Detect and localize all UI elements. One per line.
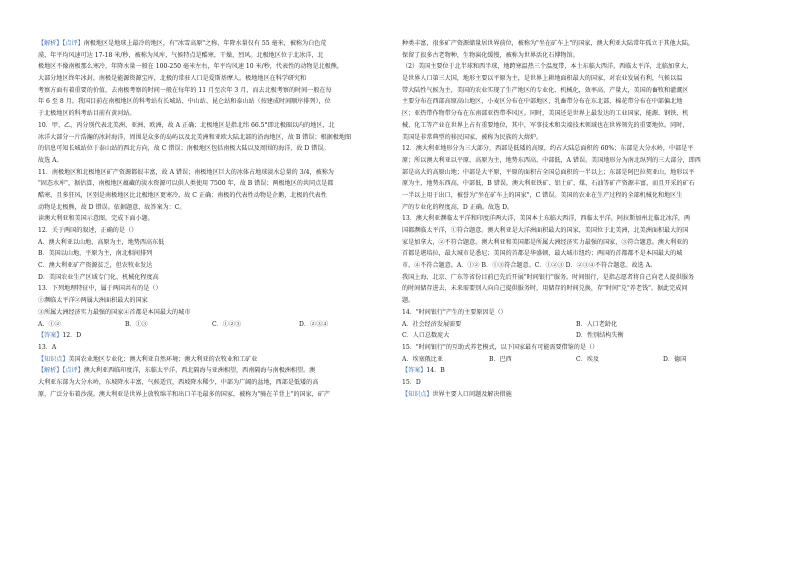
right-column: [402, 38, 750, 400]
option-item: D．德国: [663, 355, 687, 363]
text-line: 故选 A。: [38, 156, 63, 164]
text-line: 械、化工等产业在世界上占有重要地位，其中，军事技术和尖端技术领域也在世界领先的重要地位。同时，: [402, 121, 689, 129]
option-item: D．②③④: [299, 320, 329, 328]
option-item: A．埃塞俄比亚: [402, 355, 443, 363]
text-line: 美国是非常典型的移民国家，被称为民族的大熔炉。: [402, 133, 543, 141]
text-line: 的信息可知长城站位于泰山站的西北方向，故 C 错误；南极地区包括南极大陆以及周围的海洋，故 D 错误。: [38, 145, 330, 153]
text-line: 首都是堪培拉，最大城市是悉尼；美国的首都是华盛顿，最大城市纽约；两国的首都都不是本国最大的城: [402, 250, 683, 258]
option-item: A．①②: [38, 320, 61, 328]
section-tag: 【解析】【点评】: [38, 40, 84, 47]
text-line: 原为主，地势东西高，中部低，B 错误。澳大利亚铁矿、铝土矿、煤、石油等矿产资源丰富，而且开采的矿石: [402, 180, 695, 188]
option-row: [402, 319, 750, 331]
text-line: A．澳大利亚以山地、高原为主，地势西高东低: [38, 238, 165, 246]
text-line: 国都濒临太平洋，①符合题意。澳大利亚是大洋洲面积最大的国家，美国位于北美洲，北美洲面积最大的国: [402, 227, 689, 234]
text-line: 冰洋大部分一片浩瀚的冰封海洋，周围是众多的岛屿以及北美洲和亚欧大陆北部的沿海地区，故 B 错误；根据极地图: [38, 133, 352, 141]
option-row: [402, 330, 750, 342]
option-row: [38, 319, 386, 331]
text-line: 于北极地区的科考站目前有黄河站。: [38, 110, 136, 118]
text-line: 14．"时间银行"产生的主要原因是（）: [402, 308, 507, 316]
text-line: 原，广泛分布着沙漠。澳大利亚是世界上放牧绵羊和出口羊毛最多的国家，被称为"骑在羊背上"的国家，矿产: [38, 390, 331, 398]
text-line: 漠，年平均风速可达 17-18 米/秒，被称为风库，气候特点是酷寒，干燥，烈风。北极地区位于北冰洋，北: [38, 51, 324, 59]
text-line: 13．A: [38, 343, 57, 351]
text-line: （2）美国主要位于北半球和西半球，地跨寒温热三个温度带，本土东临大西洋，西临太平洋，北临加拿大，: [402, 63, 693, 71]
text-line: 带大陆性气候为主，美国的农业实现了生产地区的专业化、机械化，效率高，产量大，美国的畜牧和灌溉区: [402, 86, 689, 94]
text-line: 的时间储存进去，未来需要别人向自己提供服务时，用储存的时间兑换，存"时间"兑"养老钱"。据此完成问: [402, 285, 688, 293]
text-line: 13．下列地理特征中，属于两国共有的是（）: [38, 285, 162, 293]
text-line: 题。: [402, 297, 415, 305]
section-tag: 【答案】: [38, 332, 63, 340]
text-line: 11．南极地区和北极地区矿产资源都很丰富，故 A 错误；南极地区巨大的冰体占地球淡水总量的 3/4，被称为: [38, 168, 334, 176]
text-line: 主要分布在西部高原高山地区，小麦区分布在中部地区，乳畜带分布在东北部，棉花带分布在中部偏北地: [402, 98, 683, 106]
text-line: 年 6 至 8 月。我国目前在南极地区的科考站有长城站、中山站、昆仑站和泰山站（按建成时间顺序排列），位: [38, 98, 331, 106]
text-line: 10．甲、乙、丙分别代表北美洲、亚洲、欧洲，故 A 正确；北极地区是指北纬 66.5°即北极圈以内的地区，北: [38, 121, 335, 129]
text-line: 部是高大的高原山地；中部是大平原，平原的面积占全国总面积的一半以上；东部是阿巴拉契亚山，地形以平: [402, 168, 695, 176]
text-line: ③所属大洲经济实力最强的国家④首都是本国最大的城市: [38, 308, 191, 316]
section-tag: 【知识点】: [38, 355, 69, 363]
text-line: 大利亚东部为大分水岭，东坡降水丰富，气候适宜，西坡降水稀少，中部为广阔的盆地，西部是低矮的高: [38, 378, 319, 386]
text-line: 15．"时间银行"的互助式养老模式，以下国家最有可能需要借鉴的是（）: [402, 343, 599, 351]
text-line: B．美国以山地、平原为主，南北相间排列: [38, 250, 153, 258]
option-item: C．人口总数庞大: [402, 332, 450, 340]
text-line: 【知识点】世界主要人口问题及解决措施: [402, 390, 512, 398]
option-item: D．性别结构失衡: [576, 332, 624, 340]
section-tag: 【解析】【点评】: [38, 367, 84, 375]
text-line: 酷寒，且多狂风，区别是南极地区比北极地区更寒冷，故 C 正确；南极的代表性动物是企鹅，北极的代表性: [38, 191, 327, 199]
text-line: C．澳大利亚矿产资源贫乏，但农牧业发达: [38, 262, 153, 270]
option-item: A．社会经济发展需要: [402, 320, 462, 328]
text-line: 12．澳大利亚地形分为三大部分，西部是低矮的高原，约占大陆总面积的 60%；东部是大分水岭，中部是平: [402, 145, 694, 153]
text-line: 原；所以澳大利亚以平原、高原为主，地势东西高、中部低，A 错误。美国地形分为南北纵列的三大部分，即西: [402, 156, 701, 164]
text-line: ①濒临太平洋②两属大洲面积最大的国家: [38, 297, 148, 305]
text-line: "固态水库"，据估算，南极地区蕴藏的淡水资源可以供人类使用 7500 年，故 B 错误；两极地区的共同点是都: [38, 180, 334, 188]
text-line: 【答案】14．B: [402, 367, 445, 375]
text-line: 读澳大利亚和美国示意图，完成下面小题。: [38, 215, 154, 223]
text-line: 13．澳大利亚濒临太平洋和印度洋两大洋，美国本土东临大西洋，西临太平洋，阿拉斯加州北临北冰洋，两: [402, 215, 691, 223]
text-line: 考察方面有着重要的价值，去南极考察的时间一般在每年的 11 月至次年 3 月，而去北极考察的时间一般在每: [38, 86, 332, 94]
text-line: 大部分地区终年冰封，南极是能源资源宝库，北极的常驻人口是爱斯基摩人。极地地区在科学研究和: [38, 75, 307, 83]
text-line: D．美国农业生产区域专门化、机械化程度高: [38, 273, 159, 281]
text-line: 区；亚热带作物带分布在东南部亚热带季风区。同时，美国还是世界上最发达的工业国家，能源、钢铁、机: [402, 110, 689, 118]
text-line: 保留了很多古老物种，生物演化缓慢，被称为世界活化石博物馆。: [402, 51, 579, 59]
text-line: 【解析】【点评】澳大利亚西临印度洋，东临太平洋，西北隔海与亚洲相望，西南隔海与南极洲相望。澳: [38, 367, 316, 375]
text-line: 我国上海、北京、广东等省份目前已先后开展"时间银行"服务。时间银行，是指志愿者将自己向老人提供服务: [402, 273, 695, 281]
text-line: 一半以上用于出口，被誉为"坐在矿车上的国家"，C 错误。美国的农业在生产过程的全部机械化和地区生: [402, 191, 683, 199]
option-item: B．人口老龄化: [576, 320, 618, 328]
text-line: 【答案】12．D: [38, 332, 82, 340]
text-line: 种类丰富，很多矿产资源储量居世界前位，被称为"坐在矿车上"的国家，澳大利亚大陆常年孤立于其他大陆，: [402, 40, 695, 47]
text-line: 动物是北极熊，故 D 错误。依据题意，故答案为：C。: [38, 203, 186, 211]
text-line: 家是加拿大，②不符合题意。澳大利亚和美国都是所属大洲经济实力最强的国家，③符合题意。澳大利亚的: [402, 238, 689, 246]
left-column: [38, 38, 386, 400]
text-line: 是世界人口第三大国，地形主要以平原为主，是世界上耕地面积最大的国家，对农业发展有利，气候以温: [402, 75, 683, 83]
section-tag: 【答案】: [402, 367, 427, 375]
text-line: 【知识点】美国农业地区专业化；澳大利亚自然环境；澳大利亚的农牧业和工矿业: [38, 355, 258, 363]
option-item: B．巴西: [489, 355, 512, 363]
option-item: B．①③: [125, 320, 148, 328]
option-item: C．埃及: [576, 355, 599, 363]
text-line: 15．D: [402, 378, 421, 386]
text-line: 极地区不像南极那么寒冷，年降水量一般在 100-250 毫米左右，年平均风速 10 米/秒，代表性的动物是北极熊，: [38, 63, 343, 71]
option-row: [402, 354, 750, 366]
section-tag: 【知识点】: [402, 390, 433, 398]
option-item: C．①②③: [212, 320, 242, 328]
text-line: 市，④不符合题意。A．①② B．①③符合题意。C．①②③ D．②③④不符合题意。故选 A。: [402, 262, 657, 270]
text-line: 产的专业化的程度高，D 正确。故选 D。: [402, 203, 514, 211]
text-line: 12．关于两国的叙述，正确的是（）: [38, 227, 138, 234]
text-line: 【解析】【点评】南极地区是地球上最冷的地区，有"冰雪高原"之称，年降水量仅有 55 毫米，被称为白色荒: [38, 40, 327, 47]
